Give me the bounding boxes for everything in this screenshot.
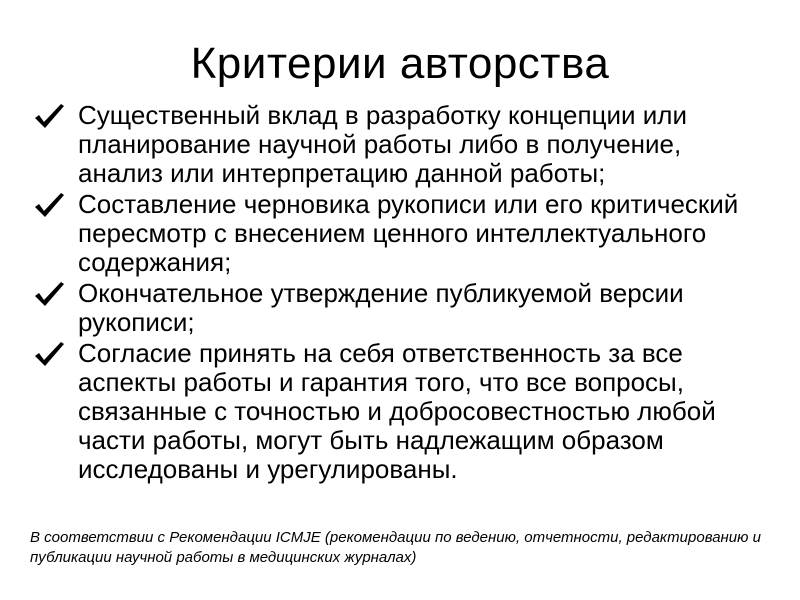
- checkmark-icon: [32, 279, 66, 308]
- criteria-item: [30, 279, 765, 337]
- slide-title: Критерии авторства: [190, 39, 610, 88]
- criteria-text: Окончательное утверждение публикуемой версии рукописи;: [78, 278, 684, 337]
- criteria-item: [30, 339, 765, 484]
- checkmark-icon: [32, 190, 66, 219]
- criteria-list: [30, 101, 765, 486]
- checkmark-icon: [32, 101, 66, 130]
- source-footnote: В соответствии с Рекомендации ICMJE (рекомендации по ведению, отчетности, редактированию и публикации научной работы в медицинских журналах): [30, 529, 761, 566]
- criteria-item: [30, 190, 765, 277]
- checkmark-icon: [32, 339, 66, 368]
- criteria-text: Согласие принять на себя ответственность за все аспекты работы и гарантия того, что все вопросы, связанные с точностью и добросовестностью любой части работы, могут быть надлежащим образом исследованы и урегулированы.: [78, 338, 716, 484]
- criteria-text: Существенный вклад в разработку концепции или планирование научной работы либо в получение, анализ или интерпретацию данной работы;: [78, 100, 687, 188]
- criteria-item: [30, 101, 765, 188]
- criteria-text: Составление черновика рукописи или его критический пересмотр с внесением ценного интеллектуального содержания;: [78, 189, 739, 277]
